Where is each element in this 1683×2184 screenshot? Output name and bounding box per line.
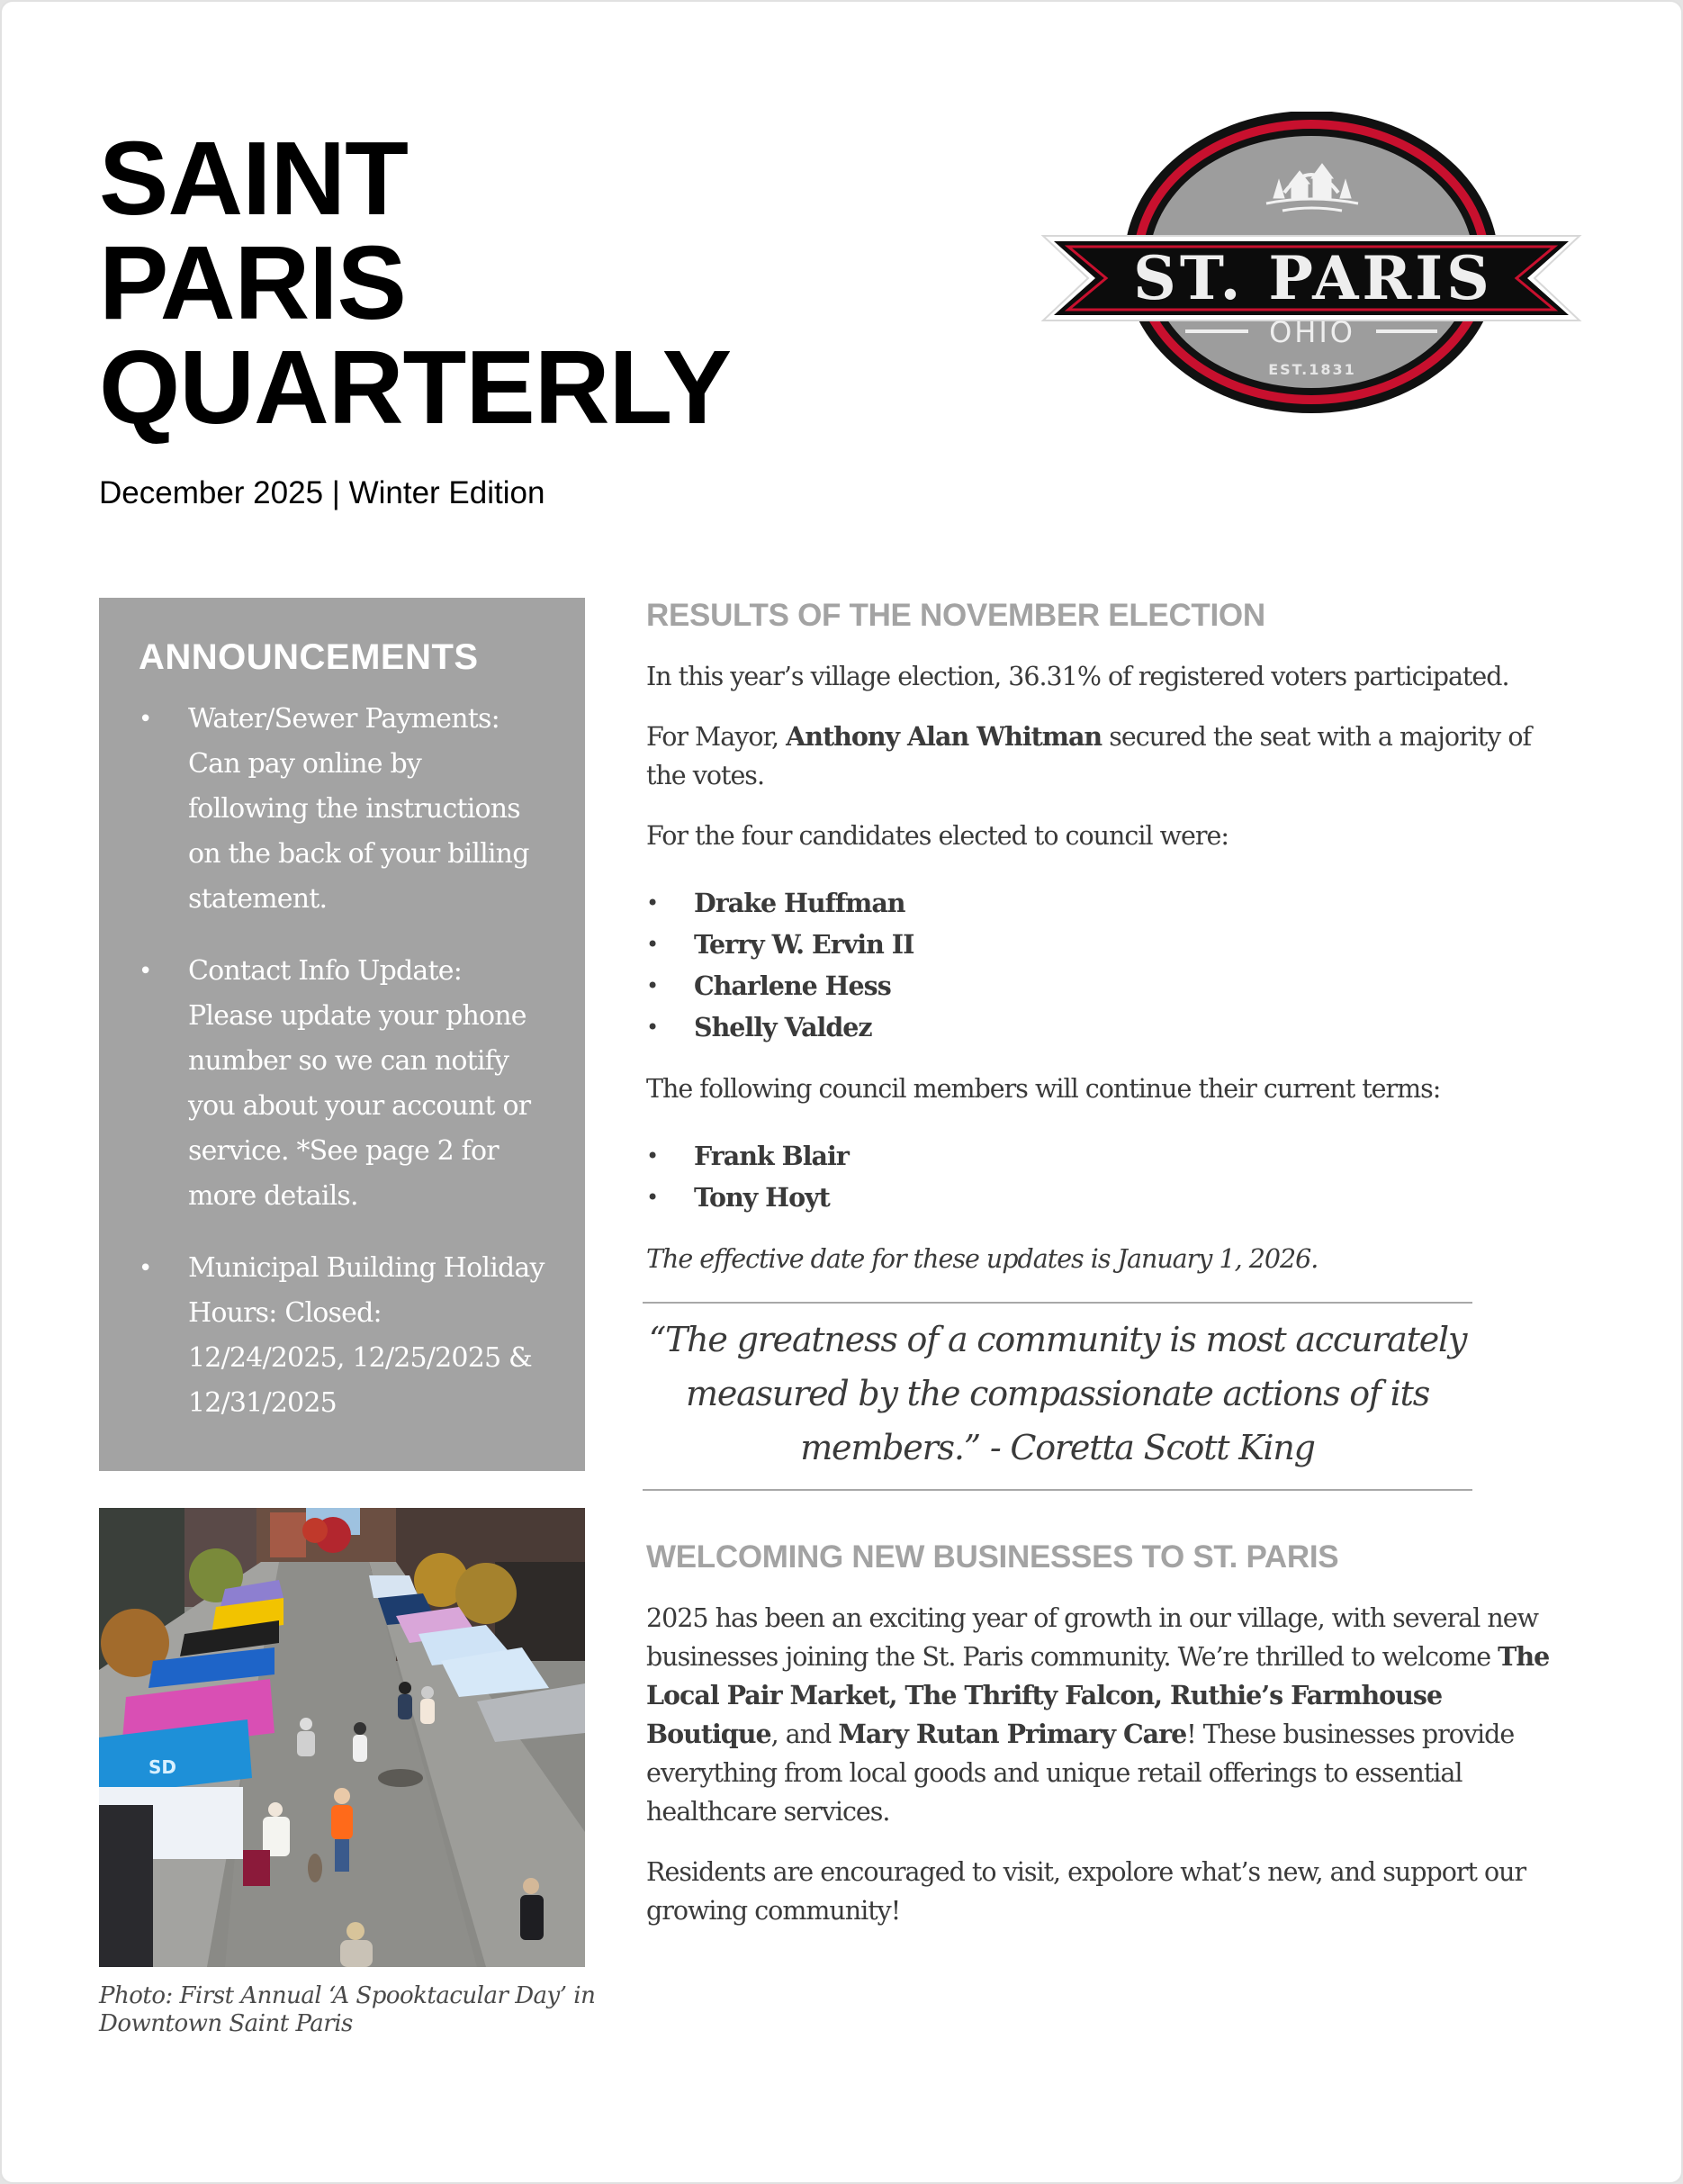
festival-photo xyxy=(99,1508,585,1967)
main-content xyxy=(646,596,1564,1930)
announcement-item xyxy=(139,1246,545,1426)
election-heading: RESULTS OF THE NOVEMBER ELECTION xyxy=(646,598,1265,633)
announcement-item xyxy=(139,949,545,1219)
effective-date-note: The effective date for these updates is January 1, 2026. xyxy=(646,1244,1318,1274)
turnout-paragraph: In this year’s village election, 36.31% of registered voters participated. xyxy=(646,662,1509,691)
list-item xyxy=(646,1177,1564,1218)
masthead-title xyxy=(99,120,732,446)
announcements-list xyxy=(139,697,545,1426)
continuing-intro: The following council members will continue their current terms: xyxy=(646,1074,1441,1104)
mayor-suffix: secured the seat with a majority of the votes. xyxy=(646,722,1532,790)
bullet-icon: • xyxy=(139,1255,152,1282)
businesses-intro: 2025 has been an exciting year of growth in our village, with several new businesses joining the St. Paris community. We’re thrilled to welcome xyxy=(646,1603,1538,1672)
announcement-item xyxy=(139,697,545,922)
list-item xyxy=(646,965,1564,1006)
list-item xyxy=(646,1135,1564,1177)
bullet-icon: • xyxy=(646,890,659,916)
pull-quote: “The greatness of a community is most accurately measured by the compassionate actions of its members.” - Coretta Scott King xyxy=(643,1302,1472,1491)
list-item xyxy=(646,924,1564,965)
council-member-name: Shelly Valdez xyxy=(694,1012,872,1042)
street-festival-image xyxy=(99,1508,585,1967)
bullet-icon: • xyxy=(646,973,659,998)
svg-text:EST.1831: EST.1831 xyxy=(1268,361,1356,378)
list-item xyxy=(646,882,1564,924)
photo-caption: Photo: First Annual ‘A Spooktacular Day’ in Downtown Saint Paris xyxy=(99,1982,596,2037)
mayor-name: Anthony Alan Whitman xyxy=(786,721,1102,752)
bullet-icon: • xyxy=(646,1015,659,1040)
residents-paragraph: Residents are encouraged to visit, expolore what’s new, and support our growing community! xyxy=(646,1857,1526,1926)
announcement-text: Contact Info Update: Please update your phone number so we can notify you about your account or service. *See page 2 for more details. xyxy=(188,955,531,1212)
businesses-closing: ! These businesses provide everything from local goods and unique retail offerings to essential healthcare services. xyxy=(646,1719,1515,1827)
business-names: The Local Pair Market, The Thrifty Falcon, Ruthie’s Farmhouse Boutique xyxy=(646,1641,1550,1749)
bullet-icon: • xyxy=(139,706,152,733)
bullet-icon: • xyxy=(646,1143,659,1169)
bullet-icon: • xyxy=(646,932,659,957)
announcement-text: Water/Sewer Payments: Can pay online by following the instructions on the back of your billing statement. xyxy=(188,703,529,915)
list-item xyxy=(646,1006,1564,1048)
council-intro: For the four candidates elected to council were: xyxy=(646,821,1228,851)
masthead-line-1: SAINT xyxy=(99,120,408,237)
council-member-name: Frank Blair xyxy=(694,1141,849,1171)
announcements-heading: ANNOUNCEMENTS xyxy=(139,637,479,677)
mayor-paragraph xyxy=(646,717,1564,795)
svg-text:OHIO: OHIO xyxy=(1269,315,1355,349)
edition-date: December 2025 | Winter Edition xyxy=(99,475,545,510)
business-name-healthcare: Mary Rutan Primary Care xyxy=(838,1719,1187,1749)
council-member-name: Drake Huffman xyxy=(694,888,905,918)
bullet-icon: • xyxy=(646,1185,659,1210)
masthead-line-3: QUARTERLY xyxy=(99,329,732,446)
mayor-prefix: For Mayor, xyxy=(646,722,787,752)
council-member-name: Terry W. Ervin II xyxy=(694,929,914,960)
svg-text:ST. PARIS: ST. PARIS xyxy=(1133,243,1493,313)
announcement-text: Municipal Building Holiday Hours: Closed: 12/24/2025, 12/25/2025 & 12/31/2025 xyxy=(188,1252,544,1419)
businesses-paragraph xyxy=(646,1599,1564,1831)
svg-text:SD: SD xyxy=(148,1756,177,1778)
st-paris-logo xyxy=(1041,112,1586,418)
council-member-name: Tony Hoyt xyxy=(694,1182,830,1213)
bullet-icon: • xyxy=(139,958,152,985)
masthead-line-2: PARIS xyxy=(99,224,406,341)
logo-emblem-icon xyxy=(1041,112,1586,418)
continuing-council-list xyxy=(646,1135,1564,1218)
council-member-name: Charlene Hess xyxy=(694,970,891,1001)
businesses-heading: WELCOMING NEW BUSINESSES TO ST. PARIS xyxy=(646,1539,1339,1575)
elected-council-list xyxy=(646,882,1564,1048)
announcements-box xyxy=(99,598,585,1471)
businesses-conjunction: , and xyxy=(770,1719,839,1749)
